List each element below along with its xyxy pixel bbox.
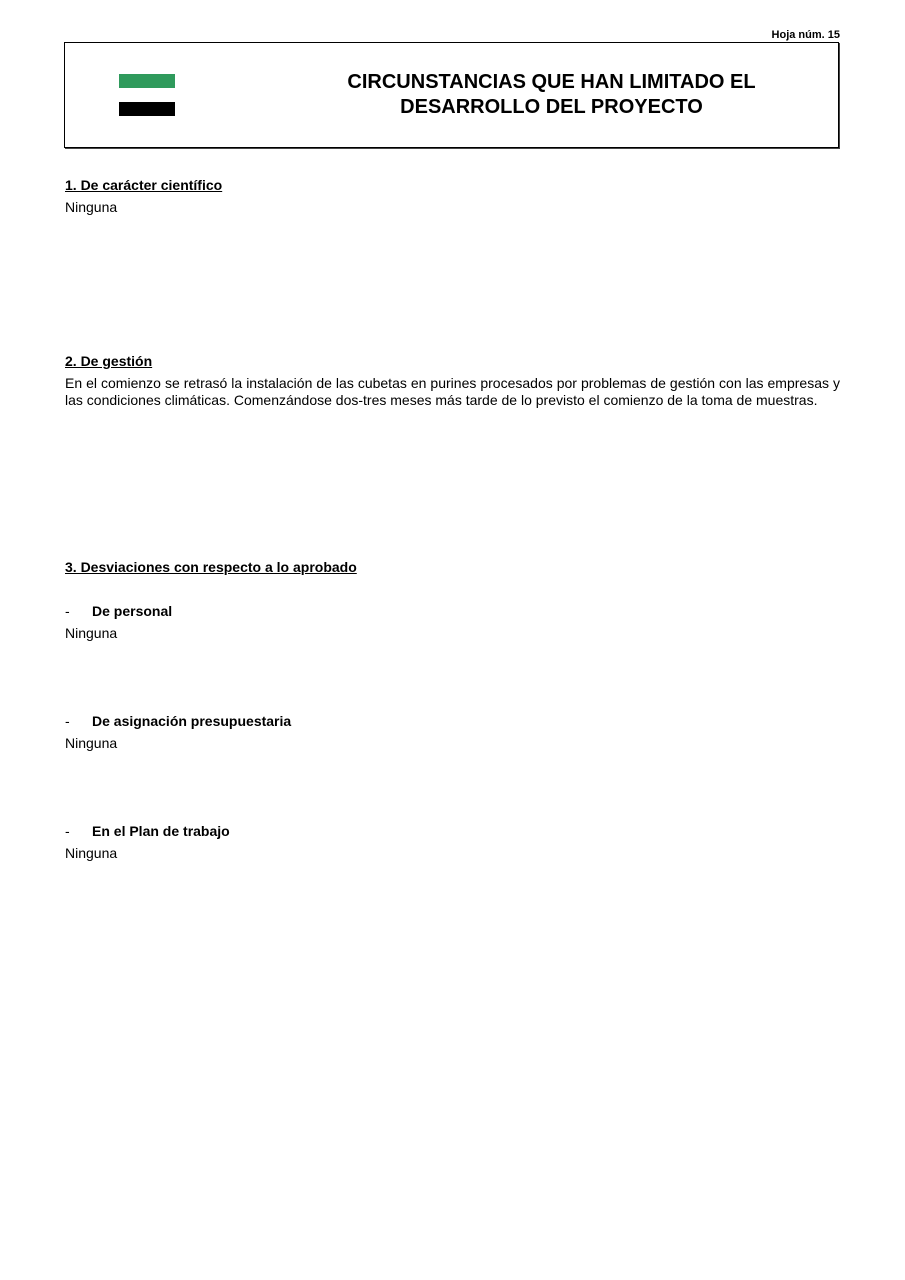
section-heading-scientific: 1. De carácter científico — [65, 177, 223, 193]
section-heading-management: 2. De gestión — [65, 353, 153, 369]
deviation-label: De personal — [92, 603, 173, 619]
page-title — [265, 70, 838, 120]
title-line-1: CIRCUNSTANCIAS QUE HAN LIMITADO EL — [347, 71, 756, 93]
deviation-item-budget — [65, 713, 291, 729]
section-text-management: En el comienzo se retrasó la instalación de las cubetas en purines procesados por problemas de gestión con las empresas y las condiciones climáticas. Comenzándose dos-tres meses más tarde de lo previsto el comienzo de la toma de muestras. — [65, 375, 840, 408]
flag-black-stripe — [119, 102, 175, 116]
list-dash: - — [65, 603, 70, 619]
deviation-label: De asignación presupuestaria — [92, 713, 292, 729]
list-dash: - — [65, 713, 70, 729]
deviation-text-personnel: Ninguna — [65, 625, 118, 641]
page-number: Hoja núm. 15 — [771, 29, 840, 41]
deviation-label: En el Plan de trabajo — [92, 823, 230, 839]
section-heading-deviations: 3. Desviaciones con respecto a lo aprobado — [65, 559, 357, 575]
title-line-2: DESARROLLO DEL PROYECTO — [400, 96, 703, 118]
list-dash: - — [65, 823, 70, 839]
extremadura-flag-icon — [119, 74, 175, 117]
deviation-text-work-plan: Ninguna — [65, 845, 118, 861]
deviation-item-work-plan — [65, 823, 230, 839]
flag-green-stripe — [119, 74, 175, 88]
section-text-scientific: Ninguna — [65, 199, 118, 215]
deviation-item-personnel — [65, 603, 172, 619]
header-box — [64, 42, 839, 148]
deviation-text-budget: Ninguna — [65, 735, 118, 751]
